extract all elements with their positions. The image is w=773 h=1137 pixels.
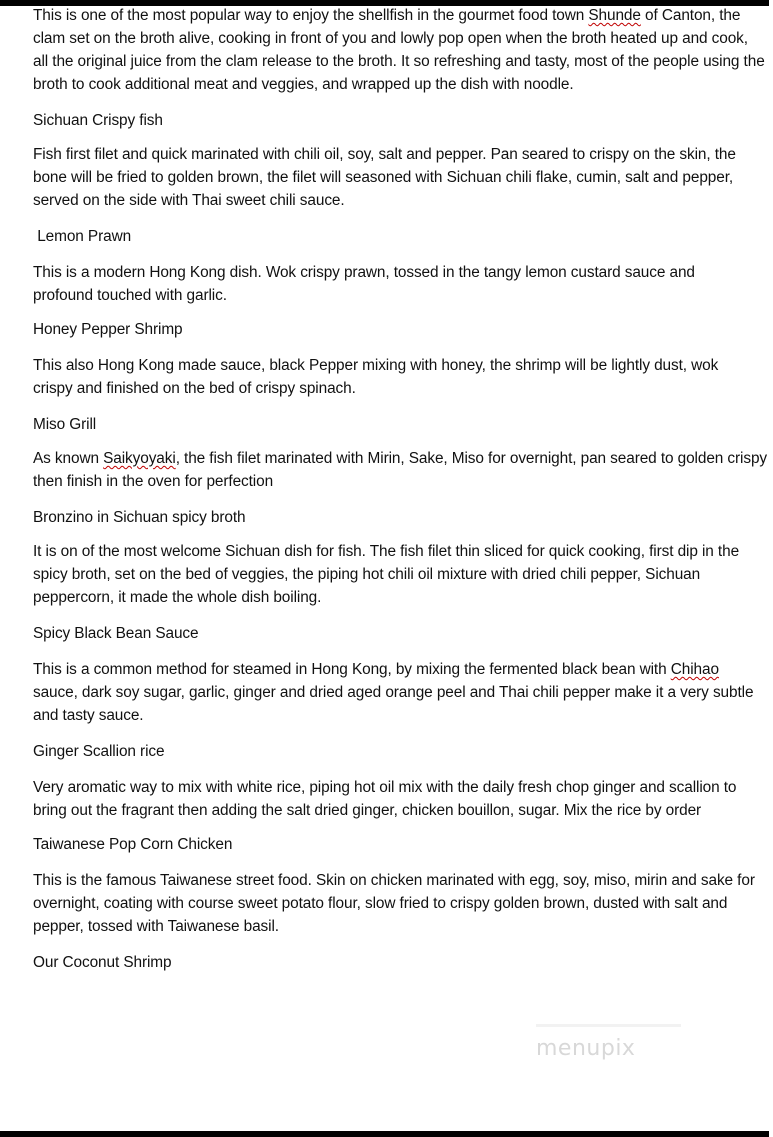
dish-description-sichuan-crispy-fish: Fish first filet and quick marinated with chili oil, soy, salt and pepper. Pan seared to crispy on the skin, the bone will be fried to golden brown, the filet will seasoned with Sichuan chili flake, cumin, salt and pepper, served on the side with Thai sweet chili sauce. <box>33 146 741 209</box>
dish-title-lemon-prawn: Lemon Prawn <box>33 228 132 245</box>
misspelled-word[interactable]: Chihao <box>670 661 719 678</box>
text-run: This is a common method for steamed in Hong Kong, by mixing the fermented black bean with <box>33 661 671 678</box>
bottom-edge-bar <box>0 1131 769 1137</box>
dish-description-honey-pepper-shrimp: This also Hong Kong made sauce, black Pepper mixing with honey, the shrimp will be lightly dust, wok crispy and finished on the bed of crispy spinach. <box>33 357 723 397</box>
text-run: As known <box>33 450 104 467</box>
dish-description-lemon-prawn: This is a modern Hong Kong dish. Wok crispy prawn, tossed in the tangy lemon custard sauce and profound touched with garlic. <box>33 264 700 304</box>
text-run: , the fish filet marinated with Mirin, Sake, Miso for overnight, pan seared to golden crispy then finish in the oven for perfection <box>33 450 772 490</box>
text-run: of Canton, the clam set on the broth alive, cooking in front of you and lowly pop open when the broth heated up and cook, all the original juice from the clam release to the broth. It so refreshing and tasty, most of the people using the broth to cook additional meat and veggies, and wrapped up the dish with noodle. <box>33 7 769 93</box>
text-run: sauce, dark soy sugar, garlic, ginger and dried aged orange peel and Thai chili pepper make it a very subtle and tasty sauce. <box>33 661 758 724</box>
dish-description-miso-grill <box>33 447 772 493</box>
dish-title-sichuan-crispy-fish: Sichuan Crispy fish <box>33 112 163 129</box>
dish-description-bronzino: It is on of the most welcome Sichuan dish for fish. The fish filet thin sliced for quick cooking, first dip in the spicy broth, set on the bed of veggies, the piping hot chili oil mixture with dried chili pepper, Sichuan peppercorn, it made the whole dish boiling. <box>33 543 744 606</box>
dish-title-honey-pepper-shrimp: Honey Pepper Shrimp <box>33 321 183 338</box>
watermark-line <box>536 1024 681 1027</box>
dish-title-bronzino: Bronzino in Sichuan spicy broth <box>33 509 246 526</box>
text-run: This is one of the most popular way to enjoy the shellfish in the gourmet food town <box>33 7 589 24</box>
menu-document <box>33 4 773 974</box>
watermark-logo: menupix <box>536 1036 636 1061</box>
dish-description-popcorn-chicken: This is the famous Taiwanese street food. Skin on chicken marinated with egg, soy, miso, mirin and sake for overnight, coating with course sweet potato flour, slow fried to crispy golden brown, dusted with salt and pepper, tossed with Taiwanese basil. <box>33 872 760 935</box>
dish-title-spicy-black-bean: Spicy Black Bean Sauce <box>33 625 199 642</box>
dish-title-popcorn-chicken: Taiwanese Pop Corn Chicken <box>33 836 233 853</box>
dish-description-ginger-scallion-rice: Very aromatic way to mix with white rice, piping hot oil mix with the daily fresh chop ginger and scallion to bring out the fragrant then adding the salt dried ginger, chicken bouillon, sugar. Mix the rice by order <box>33 779 741 819</box>
dish-title-coconut-shrimp: Our Coconut Shrimp <box>33 954 172 971</box>
dish-title-miso-grill: Miso Grill <box>33 416 97 433</box>
clam-broth-description <box>33 4 769 96</box>
dish-title-ginger-scallion-rice: Ginger Scallion rice <box>33 743 165 760</box>
misspelled-word[interactable]: Shunde <box>588 7 641 24</box>
misspelled-word[interactable]: Saikyoyaki <box>103 450 176 467</box>
dish-description-spicy-black-bean <box>33 658 758 727</box>
